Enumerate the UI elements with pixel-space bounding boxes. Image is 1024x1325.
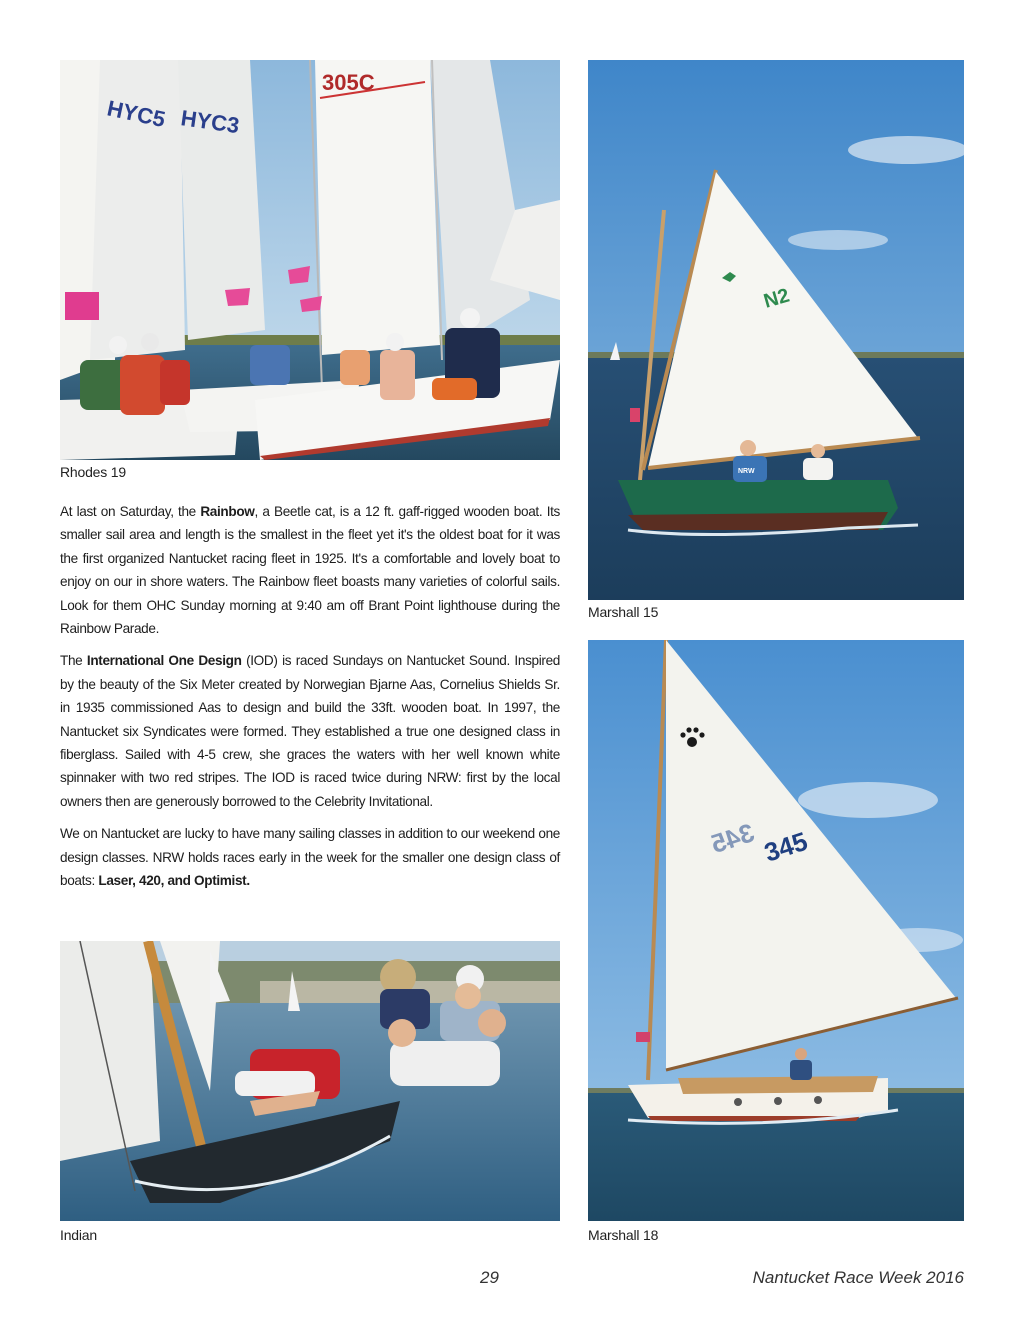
rainbow-paragraph	[60, 500, 560, 640]
rainbow-text: , a Beetle cat, is a 12 ft. gaff-rigged wooden boat. Its smaller sail area and length is the smallest in the fleet yet it's the oldest boat for it was the first organized Nantucket racing fleet in 1925. It's a comfortable and lovely boat to enjoy on our in shore waters. The Rainbow fleet boasts many varieties of colorful sails. Look for them OHC Sunday morning at 9:40 am off Brant Point lighthouse during the Rainbow Parade.	[60, 504, 560, 637]
rhodes-19-caption: Rhodes 19	[60, 464, 126, 480]
sail-number-reverse: 345	[707, 817, 758, 860]
marshall-15-photo	[588, 60, 964, 600]
classes-bold: Laser, 420, and Optimist.	[98, 873, 250, 889]
iod-paragraph	[60, 649, 560, 813]
marshall-15-caption: Marshall 15	[588, 604, 659, 620]
article-body	[60, 500, 560, 902]
sail-number-n2: N2	[761, 284, 792, 313]
indian-photo	[60, 941, 560, 1221]
sail-number-305c: 305C	[322, 70, 375, 95]
rainbow-intro: At last on Saturday, the	[60, 504, 201, 519]
page-number: 29	[480, 1268, 499, 1287]
iod-text: (IOD) is raced Sundays on Nantucket Sound. Inspired by the beauty of the Six Meter created by Norwegian Bjarne Aas, Cornelius Shields Sr. in 1935 commissioned Aas to design and build the 33ft. wooden boat. In 1997, the Nantucket six Syndicates were formed. They established a true one designed class in fiberglass. Sailed with 4-5 crew, she graces the waters with her well known white spinnaker with two red stripes. The IOD is raced twice during NRW: first by the local owners then are generously borrowed to the Celebrity Invitational.	[60, 653, 560, 809]
crew-shirt-text: NRW	[738, 468, 755, 475]
classes-text: We on Nantucket are lucky to have many sailing classes in addition to our weekend one design classes. NRW holds races early in the week for the smaller one design class of boats:	[60, 826, 560, 889]
iod-name: International One Design	[86, 653, 242, 669]
sail-number-hyc5: HYC5	[104, 95, 168, 133]
sail-number-345: 345	[760, 825, 812, 868]
rainbow-name: Rainbow	[200, 504, 255, 519]
marshall-18-photo	[588, 640, 964, 1221]
marshall-18-caption: Marshall 18	[588, 1227, 659, 1243]
indian-caption: Indian	[60, 1227, 97, 1243]
rhodes-19-photo	[60, 60, 560, 460]
publication-title: Nantucket Race Week 2016	[752, 1268, 964, 1287]
iod-intro: The	[60, 653, 87, 669]
sail-number-hyc3: HYC3	[179, 105, 241, 139]
classes-paragraph	[60, 822, 560, 892]
